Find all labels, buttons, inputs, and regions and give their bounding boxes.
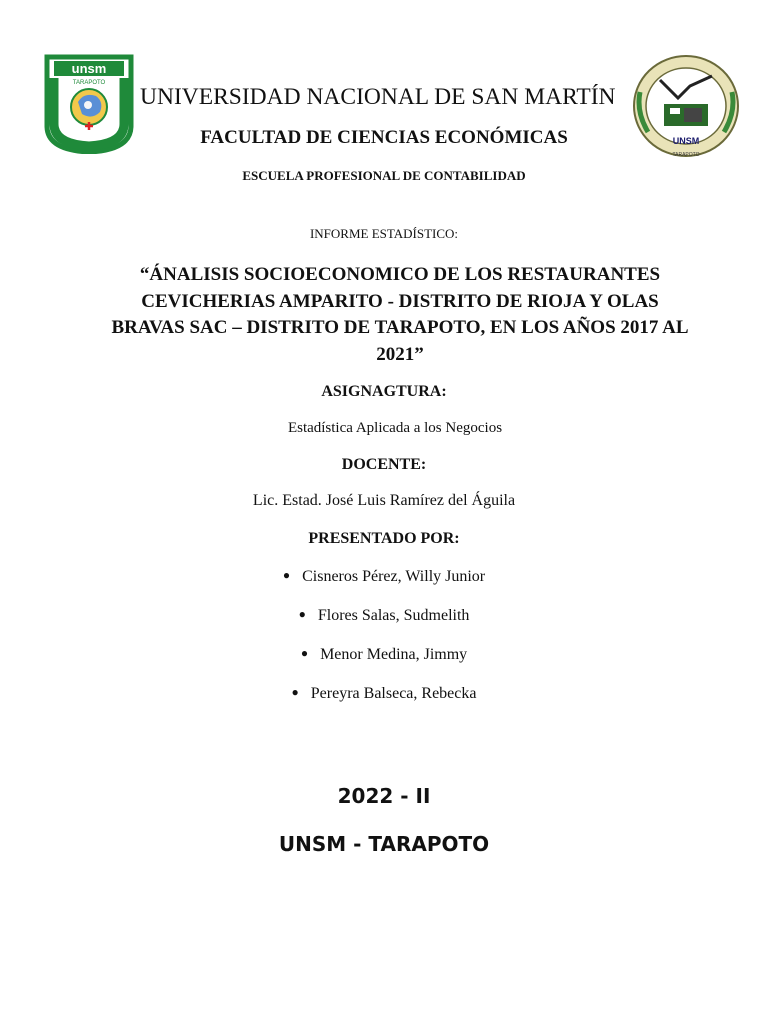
- bullet-icon: ●: [298, 607, 306, 621]
- course-label: ASIGNAGTURA:: [321, 383, 447, 400]
- svg-text:UNSM: UNSM: [672, 136, 700, 146]
- svg-text:TARAPOTO: TARAPOTO: [672, 152, 700, 158]
- report-type: INFORME ESTADÍSTICO:: [309, 226, 459, 241]
- authors-label: PRESENTADO POR:: [308, 530, 460, 547]
- university-name: UNIVERSIDAD NACIONAL DE SAN MARTÍN: [140, 84, 616, 110]
- course-name: Estadística Aplicada a los Negocios: [287, 420, 503, 436]
- bullet-icon: ●: [282, 568, 291, 582]
- academic-period: 2022 - II: [337, 784, 431, 808]
- svg-text:TARAPOTO: TARAPOTO: [72, 80, 106, 86]
- author-item: [0, 607, 768, 646]
- author-name: Menor Medina, Jimmy: [320, 646, 468, 663]
- institution-footer: UNSM - TARAPOTO: [278, 832, 490, 856]
- bullet-icon: ●: [300, 646, 309, 660]
- author-name: Pereyra Balseca, Rebecka: [310, 685, 477, 702]
- author-item: [0, 646, 768, 685]
- author-item: [0, 685, 768, 724]
- school-name: ESCUELA PROFESIONAL DE CONTABILIDAD: [242, 168, 526, 183]
- svg-text:unsm: unsm: [71, 61, 107, 76]
- author-item: [0, 568, 768, 607]
- teacher-label: DOCENTE:: [341, 456, 427, 473]
- faculty-name: FACULTAD DE CIENCIAS ECONÓMICAS: [200, 127, 568, 148]
- author-name: Flores Salas, Sudmelith: [317, 607, 470, 624]
- authors-list: [0, 568, 768, 724]
- report-title: “ÁNALISIS SOCIOECONOMICO DE LOS RESTAURANTES CEVICHERIAS AMPARITO - DISTRITO DE RIOJA Y OLAS BRAVAS SAC – DISTRITO DE TARAPOTO, EN LOS AÑOS 2017 AL 2021”: [111, 264, 689, 365]
- bullet-icon: ●: [291, 685, 299, 699]
- author-name: Cisneros Pérez, Willy Junior: [302, 568, 486, 585]
- teacher-name: Lic. Estad. José Luis Ramírez del Águila: [252, 492, 516, 509]
